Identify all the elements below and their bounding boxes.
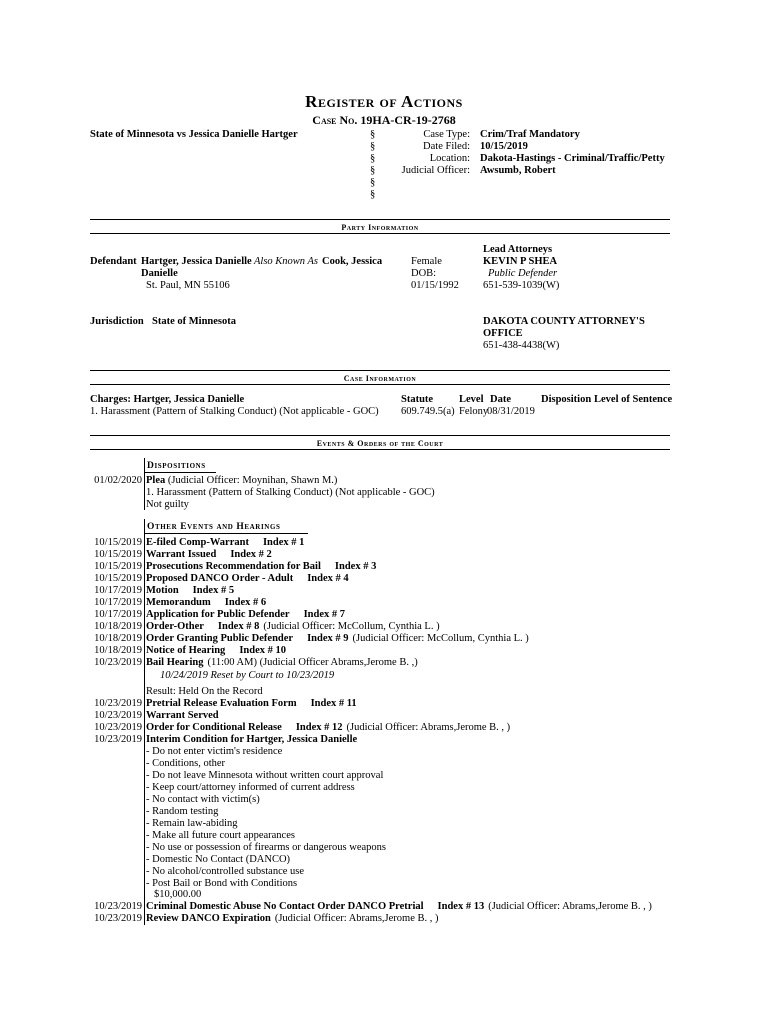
event-index: Index # 6: [224, 597, 267, 608]
event-index: Index # 10: [239, 645, 286, 656]
event-date: 10/23/2019: [94, 722, 142, 733]
field-value: Dakota-Hastings - Criminal/Traffic/Petty: [480, 153, 665, 164]
event-date: 10/23/2019: [94, 901, 142, 912]
event-note: (Judicial Officer: Abrams,Jerome B. , ): [274, 913, 439, 924]
event-index: Index # 11: [310, 698, 357, 709]
field-label: Location:: [429, 153, 470, 164]
field-value: Awsumb, Robert: [480, 165, 556, 176]
event-date: 10/15/2019: [94, 573, 142, 584]
condition-item: - Do not leave Minnesota without written court approval: [146, 770, 384, 781]
event-title: Review DANCO Expiration: [146, 913, 271, 924]
event-entry: [146, 913, 439, 925]
event-title: Order-Other: [146, 621, 204, 632]
divider: [144, 472, 216, 473]
condition-item: - Remain law-abiding: [146, 818, 238, 829]
dob-label: DOB:: [411, 268, 437, 279]
event-date: 10/17/2019: [94, 585, 142, 596]
event-entry: [146, 549, 272, 561]
divider: [90, 219, 670, 220]
event-index: Index # 5: [192, 585, 235, 596]
event-index: Index # 4: [307, 573, 349, 584]
section-heading-events: Events & Orders of the Court: [316, 439, 444, 448]
event-title: Motion: [146, 585, 179, 596]
jurisdiction-attorney-cont: OFFICE: [483, 328, 523, 339]
divider: [90, 370, 670, 371]
condition-item: - Keep court/attorney informed of current address: [146, 782, 355, 793]
event-entry: [146, 698, 357, 710]
event-index: Index # 13: [437, 901, 485, 912]
divider: [90, 384, 670, 385]
field-label: Case Type:: [423, 129, 470, 140]
page-title: Register of Actions: [305, 92, 463, 111]
disposition-title: Plea: [146, 475, 166, 486]
event-entry: [146, 657, 418, 669]
event-entry: [146, 710, 219, 722]
event-entry: [146, 901, 652, 913]
event-entry: [146, 537, 304, 549]
event-index: Index # 1: [262, 537, 305, 548]
event-note: (Judicial Officer: Abrams,Jerome B. , ): [346, 722, 511, 733]
condition-item: - Conditions, other: [146, 758, 226, 769]
event-title: Order Granting Public Defender: [146, 633, 294, 644]
event-entry: [146, 585, 234, 597]
condition-item: - No use or possession of firearms or dangerous weapons: [146, 842, 386, 853]
event-note: (Judicial Officer: McCollum, Cynthia L. ): [263, 621, 440, 632]
col-level: Level: [459, 394, 484, 405]
aka-name-cont: Danielle: [141, 268, 178, 279]
event-entry: [146, 621, 440, 633]
disposition-officer: (Judicial Officer: Moynihan, Shawn M.): [167, 475, 338, 486]
defendant-gender: Female: [411, 256, 442, 267]
charge-level: Felony: [459, 406, 489, 417]
defendant-attorney-role: Public Defender: [488, 268, 558, 279]
event-entry: [146, 645, 286, 657]
event-index: Index # 7: [303, 609, 346, 620]
event-entry: [146, 573, 349, 585]
event-date: 10/15/2019: [94, 549, 142, 560]
event-title: Warrant Issued: [146, 549, 217, 560]
jurisdiction-name: State of Minnesota: [152, 316, 236, 327]
defendant-role: Defendant: [90, 256, 137, 267]
event-entry: [146, 734, 357, 746]
charges-label: Charges: Hartger, Jessica Danielle: [90, 394, 245, 405]
event-date: 10/18/2019: [94, 633, 142, 644]
defendant-attorney-phone: 651-539-1039(W): [483, 280, 560, 291]
event-title: Application for Public Defender: [146, 609, 290, 620]
charge-date: 08/31/2019: [487, 406, 535, 417]
bail-result: Result: Held On the Record: [146, 686, 263, 697]
event-title: E-filed Comp-Warrant: [146, 537, 249, 548]
event-title: Criminal Domestic Abuse No Contact Order DANCO Pretrial: [146, 901, 424, 912]
charge-statute: 609.749.5(a): [401, 406, 455, 417]
condition-item: - Post Bail or Bond with Conditions: [146, 878, 298, 889]
condition-item: - Make all future court appearances: [146, 830, 295, 841]
bail-amount: $10,000.00: [154, 889, 202, 900]
condition-item: - Random testing: [146, 806, 219, 817]
event-date: 10/23/2019: [94, 913, 142, 924]
field-value: Crim/Traf Mandatory: [480, 129, 580, 140]
jurisdiction-attorney-phone: 651-438-4438(W): [483, 340, 560, 351]
divider: [144, 533, 308, 534]
event-title: Order for Conditional Release: [146, 722, 282, 733]
case-number: Case No. 19HA-CR-19-2768: [312, 113, 456, 127]
event-title: Bail Hearing: [146, 657, 204, 668]
disposition-result: Not guilty: [146, 499, 189, 510]
event-entry: [146, 633, 529, 645]
aka-name: Cook, Jessica: [322, 256, 383, 267]
col-date: Date: [490, 394, 511, 405]
event-entry: [146, 722, 510, 734]
event-title: Warrant Served: [146, 710, 219, 721]
col-sentence: Level of Sentence: [594, 394, 673, 405]
event-index: Index # 3: [334, 561, 377, 572]
divider: [90, 233, 670, 234]
event-date: 10/18/2019: [94, 645, 142, 656]
event-title: Prosecutions Recommendation for Bail: [146, 561, 321, 572]
event-title: Pretrial Release Evaluation Form: [146, 698, 297, 709]
event-date: 10/23/2019: [94, 734, 142, 745]
event-date: 10/23/2019: [94, 698, 142, 709]
disposition-charge: 1. Harassment (Pattern of Stalking Conduct) (Not applicable - GOC): [146, 487, 435, 498]
divider: [90, 435, 670, 436]
event-title: Notice of Hearing: [146, 645, 226, 656]
events-rail: [144, 519, 145, 925]
charge-text: 1. Harassment (Pattern of Stalking Conduct) (Not applicable - GOC): [90, 406, 379, 417]
dob-value: 01/15/1992: [411, 280, 459, 291]
col-disposition: Disposition: [541, 394, 592, 405]
event-date: 10/23/2019: [94, 657, 142, 668]
case-caption: State of Minnesota vs Jessica Danielle Hartger: [90, 129, 298, 140]
condition-item: - No alcohol/controlled substance use: [146, 866, 305, 877]
defendant-address: St. Paul, MN 55106: [146, 280, 230, 291]
defendant-attorney: KEVIN P SHEA: [483, 256, 558, 267]
condition-item: - Do not enter victim's residence: [146, 746, 283, 757]
col-statute: Statute: [401, 394, 434, 405]
event-note: (Judicial Officer: Abrams,Jerome B. , ): [488, 901, 652, 912]
event-index: Index # 2: [230, 549, 272, 560]
event-index: Index # 8: [217, 621, 260, 632]
condition-item: - No contact with victim(s): [146, 794, 260, 805]
event-entry: [146, 561, 376, 573]
event-date: 10/17/2019: [94, 597, 142, 608]
event-date: 10/17/2019: [94, 609, 142, 620]
lead-attorneys-label: Lead Attorneys: [483, 244, 553, 255]
dispositions-heading: Dispositions: [147, 461, 206, 471]
event-title: Interim Condition for Hartger, Jessica Danielle: [146, 734, 358, 745]
field-value: 10/15/2019: [480, 141, 528, 152]
event-date: 10/23/2019: [94, 710, 142, 721]
section-heading-party: Party Information: [341, 223, 419, 232]
disposition-rail: [144, 458, 145, 510]
bail-reset-note: 10/24/2019 Reset by Court to 10/23/2019: [160, 670, 335, 681]
jurisdiction-attorney: DAKOTA COUNTY ATTORNEY'S: [483, 316, 645, 327]
disposition-entry: [146, 475, 337, 487]
divider: [90, 449, 670, 450]
other-events-heading: Other Events and Hearings: [147, 522, 281, 532]
event-note: (Judicial Officer: McCollum, Cynthia L. ): [352, 633, 529, 644]
disposition-date: 01/02/2020: [94, 475, 142, 486]
event-note: (11:00 AM) (Judicial Officer Abrams,Jerome B. ,): [207, 657, 418, 668]
condition-item: - Domestic No Contact (DANCO): [146, 854, 291, 865]
aka-label: Also Known As: [254, 256, 318, 267]
event-date: 10/15/2019: [94, 537, 142, 548]
event-date: 10/15/2019: [94, 561, 142, 572]
jurisdiction-role: Jurisdiction: [90, 316, 144, 327]
field-label: Judicial Officer:: [401, 165, 470, 176]
event-entry: [146, 597, 266, 609]
event-index: Index # 9: [307, 633, 349, 644]
defendant-name: Hartger, Jessica Danielle: [141, 256, 252, 267]
field-label: Date Filed:: [423, 141, 470, 152]
section-heading-case: Case Information: [343, 374, 417, 383]
event-date: 10/18/2019: [94, 621, 142, 632]
event-title: Memorandum: [146, 597, 211, 608]
event-index: Index # 12: [295, 722, 343, 733]
event-title: Proposed DANCO Order - Adult: [146, 573, 294, 584]
event-entry: [146, 609, 345, 621]
